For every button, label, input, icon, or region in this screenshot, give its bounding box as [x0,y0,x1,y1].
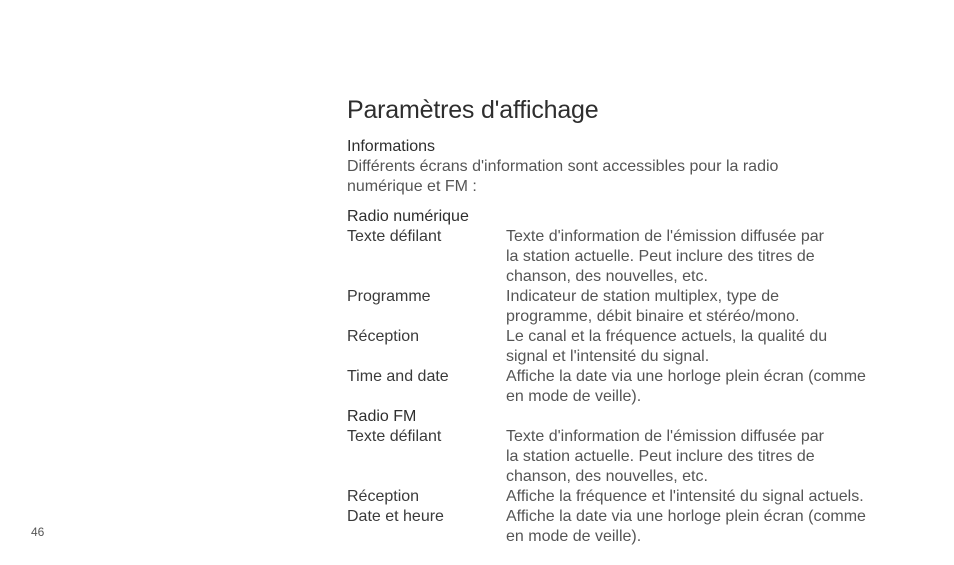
intro-paragraph [347,157,827,197]
section-subtitle: Informations [347,138,436,155]
definition-row [347,287,907,327]
definition-term: Programme [347,288,431,305]
definition-term: Réception [347,328,420,345]
definition-description [506,327,896,367]
definition-description [506,507,896,547]
definition-term: Texte défilant [347,228,442,245]
definition-row [347,487,907,507]
definition-term: Texte défilant [347,428,442,445]
description-line: Affiche la date via une horloge plein écran (comme [506,368,866,385]
description-line: programme, débit binaire et stéréo/mono. [506,308,800,325]
definition-row [347,427,907,487]
definition-description [506,287,896,327]
definition-term: Réception [347,488,420,505]
intro-line: numérique et FM : [347,178,477,195]
description-line: signal et l'intensité du signal. [506,348,710,365]
definition-row [347,367,907,407]
description-line: Texte d'information de l'émission diffusée par [506,228,824,245]
intro-line: Différents écrans d'information sont accessibles pour la radio [347,158,779,175]
description-line: Indicateur de station multiplex, type de [506,288,780,305]
description-line: chanson, des nouvelles, etc. [506,268,708,285]
description-line: Le canal et la fréquence actuels, la qualité du [506,328,828,345]
page-content [347,94,907,547]
description-line: chanson, des nouvelles, etc. [506,468,708,485]
definition-description [506,367,896,407]
description-line: Affiche la fréquence et l'intensité du signal actuels. [506,488,864,505]
page-title: Paramètres d'affichage [347,96,599,124]
definition-description [506,427,896,487]
description-line: la station actuelle. Peut inclure des titres de [506,448,815,465]
definition-description [506,487,896,507]
definition-row [347,507,907,547]
description-line: Texte d'information de l'émission diffusée par [506,428,824,445]
section-title: Radio FM [347,408,417,425]
section-fm [347,407,907,547]
description-line: Affiche la date via une horloge plein écran (comme [506,508,866,525]
definition-term: Time and date [347,368,449,385]
definition-row [347,227,907,287]
section-dab [347,207,907,407]
description-line: la station actuelle. Peut inclure des titres de [506,248,815,265]
definition-term: Date et heure [347,508,444,525]
definition-description [506,227,896,287]
section-title: Radio numérique [347,208,469,225]
definition-row [347,327,907,367]
description-line: en mode de veille). [506,528,642,545]
page-number: 46 [31,525,45,539]
description-line: en mode de veille). [506,388,642,405]
